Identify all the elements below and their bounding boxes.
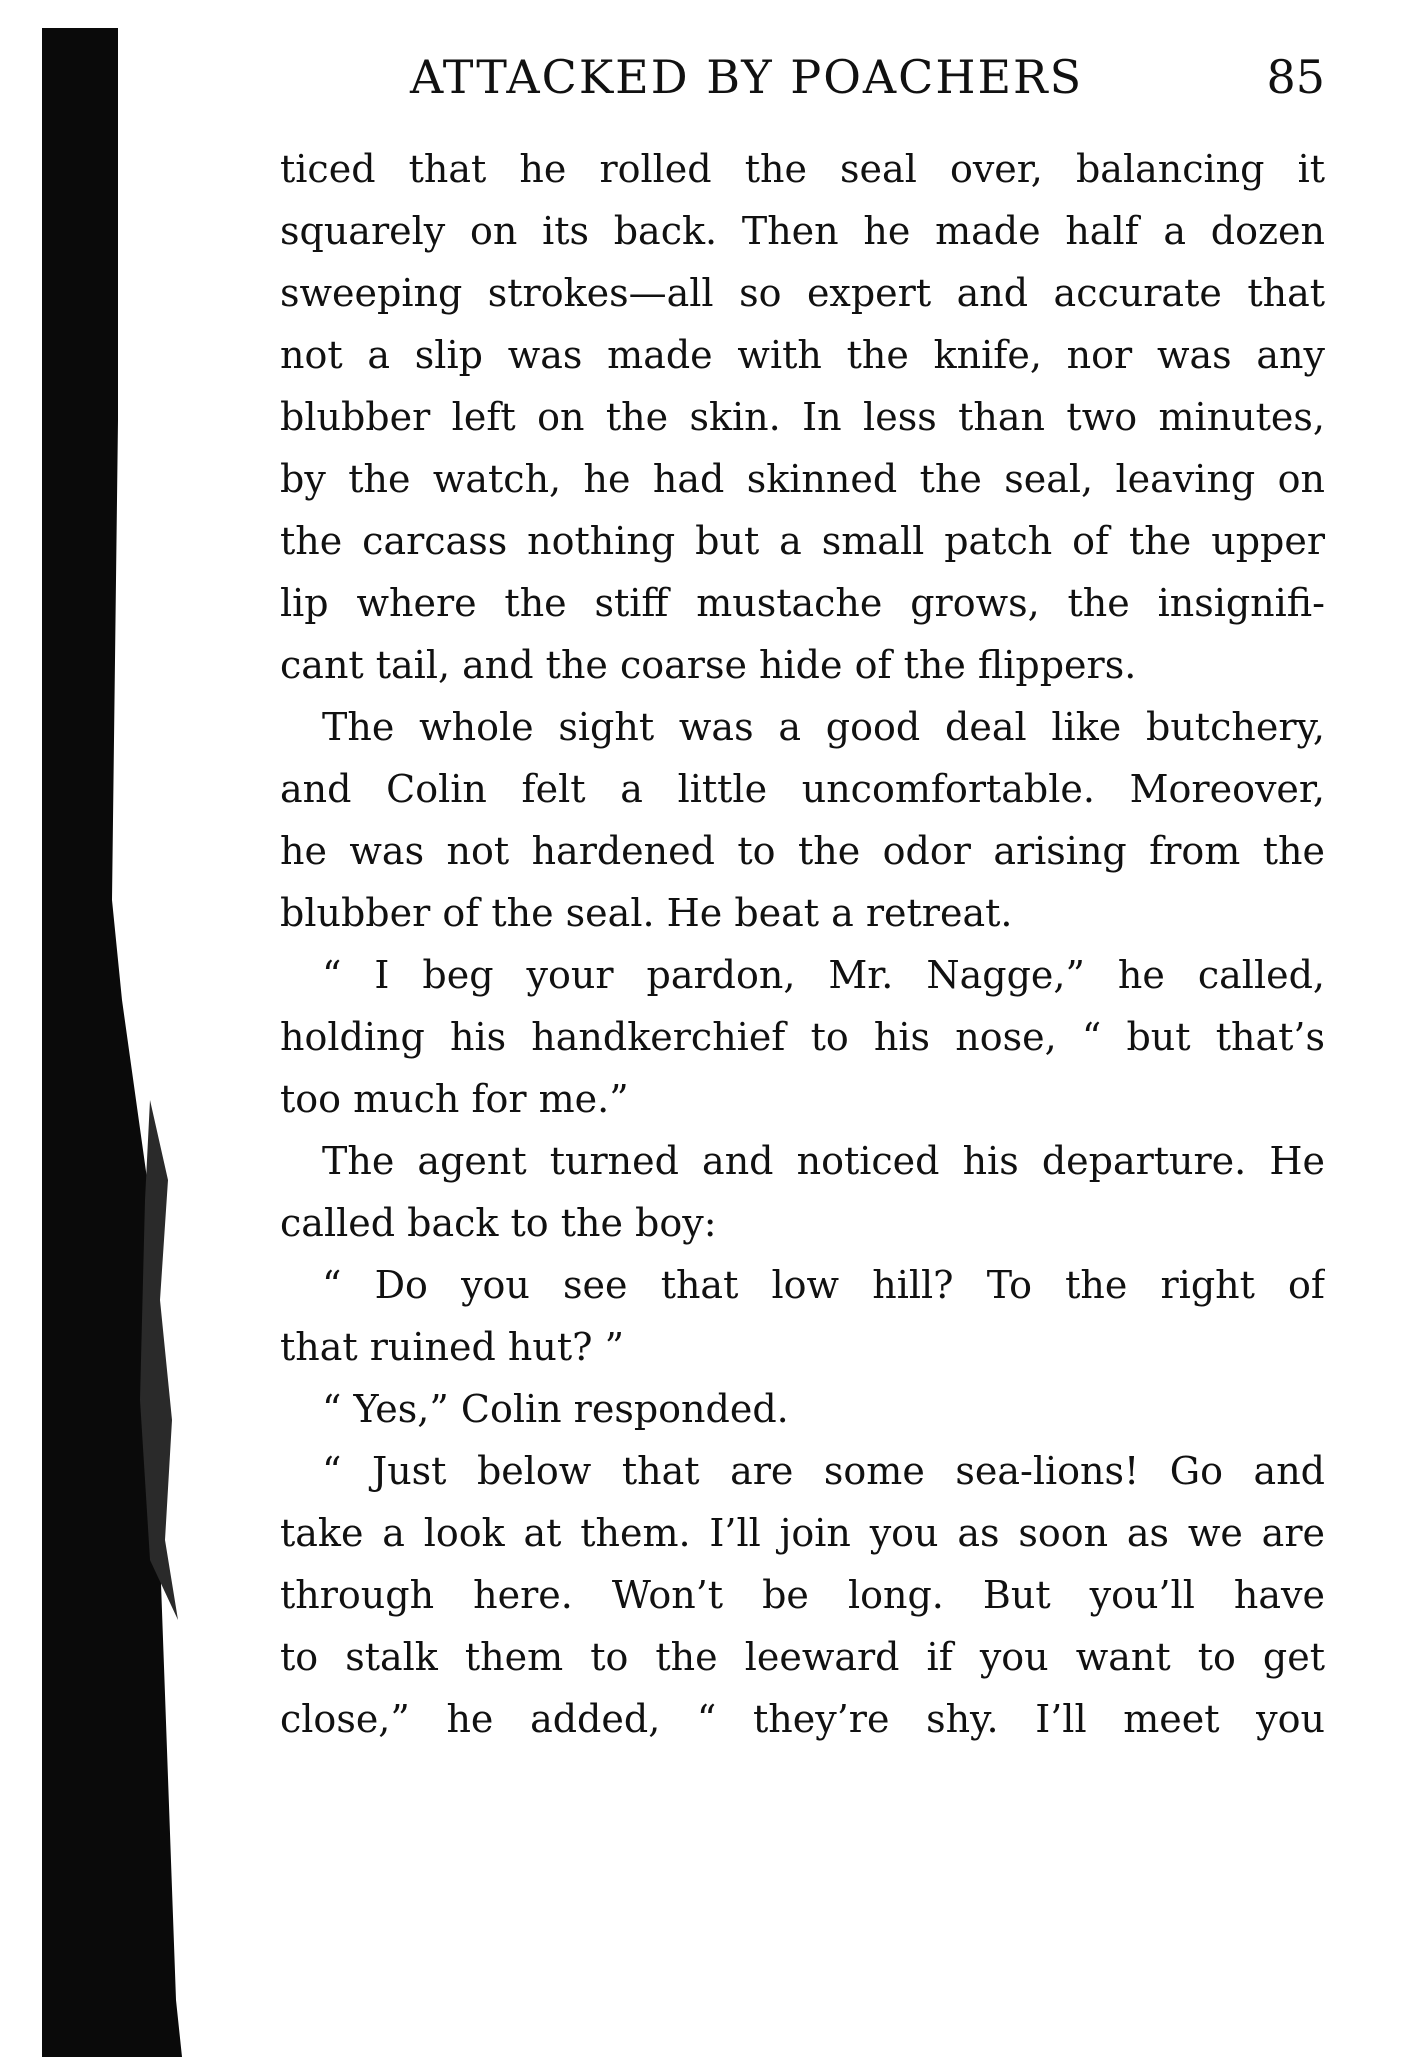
text-line: the carcass nothing but a small patch of the upper (280, 519, 1325, 563)
text-line: through here. Won’t be long. But you’ll have (280, 1573, 1325, 1617)
text-line: blubber of the seal. He beat a retreat. (280, 891, 1013, 935)
text-line: “ Just below that are some sea-lions! Go and (322, 1449, 1325, 1493)
text-line: “ I beg your pardon, Mr. Nagge,” he called, (322, 953, 1325, 997)
body-text (280, 138, 1325, 1750)
text-line: The agent turned and noticed his departure. He (322, 1139, 1325, 1183)
text-line: by the watch, he had skinned the seal, leaving on (280, 457, 1325, 501)
text-line: that ruined hut? ” (280, 1325, 625, 1369)
text-line: close,” he added, “ they’re shy. I’ll meet you (280, 1697, 1325, 1741)
text-line: take a look at them. I’ll join you as soon as we are (280, 1511, 1325, 1555)
text-line: ticed that he rolled the seal over, balancing it (280, 147, 1325, 191)
text-line: blubber left on the skin. In less than two minutes, (280, 395, 1325, 439)
text-line: to stalk them to the leeward if you want to get (280, 1635, 1325, 1679)
text-line: sweeping strokes—all so expert and accurate that (280, 271, 1325, 315)
text-line: not a slip was made with the knife, nor was any (280, 333, 1325, 377)
text-line: he was not hardened to the odor arising from the (280, 829, 1325, 873)
text-line: too much for me.” (280, 1077, 629, 1121)
text-line: “ Do you see that low hill? To the right of (322, 1263, 1325, 1307)
text-line: and Colin felt a little uncomfortable. Moreover, (280, 767, 1325, 811)
text-line: called back to the boy: (280, 1201, 717, 1245)
text-line: “ Yes,” Colin responded. (322, 1387, 789, 1431)
text-line: cant tail, and the coarse hide of the flippers. (280, 643, 1137, 687)
text-line: holding his handkerchief to his nose, “ but that’s (280, 1015, 1325, 1059)
text-line: The whole sight was a good deal like butchery, (322, 705, 1325, 749)
text-line: lip where the stiff mustache grows, the insignifi- (280, 581, 1325, 625)
page-number: 85 (1266, 50, 1325, 104)
chapter-title: ATTACKED BY POACHERS (410, 50, 1084, 104)
text-line: squarely on its back. Then he made half a dozen (280, 209, 1325, 253)
running-header (280, 50, 1325, 110)
